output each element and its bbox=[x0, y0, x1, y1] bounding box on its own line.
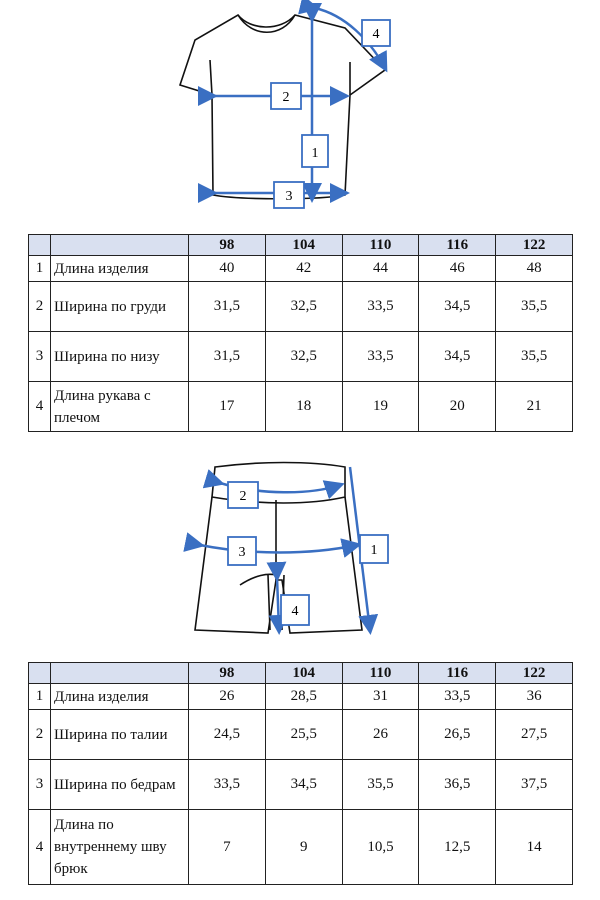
table-row bbox=[29, 382, 573, 432]
cell-value: 37,5 bbox=[496, 760, 573, 810]
size-header: 122 bbox=[496, 235, 573, 256]
cell-value: 26 bbox=[342, 710, 419, 760]
cell-value: 31 bbox=[342, 684, 419, 710]
cell-value: 33,5 bbox=[419, 684, 496, 710]
row-name: Ширина по низу bbox=[51, 332, 189, 382]
cell-value: 34,5 bbox=[419, 332, 496, 382]
size-header: 116 bbox=[419, 235, 496, 256]
row-index: 3 bbox=[29, 760, 51, 810]
cell-value: 35,5 bbox=[496, 282, 573, 332]
tshirt-diagram bbox=[0, 0, 600, 215]
cell-value: 10,5 bbox=[342, 810, 419, 885]
row-index: 3 bbox=[29, 332, 51, 382]
cell-value: 26,5 bbox=[419, 710, 496, 760]
svg-text:1: 1 bbox=[370, 543, 378, 558]
cell-value: 25,5 bbox=[265, 710, 342, 760]
row-index: 4 bbox=[29, 382, 51, 432]
cell-value: 28,5 bbox=[265, 684, 342, 710]
cell-value: 40 bbox=[189, 256, 266, 282]
cell-value: 44 bbox=[342, 256, 419, 282]
size-header: 104 bbox=[265, 235, 342, 256]
svg-text:4: 4 bbox=[372, 27, 380, 42]
marker-3 bbox=[274, 182, 304, 208]
cell-value: 14 bbox=[496, 810, 573, 885]
table-row bbox=[29, 684, 573, 710]
shorts-diagram bbox=[0, 455, 600, 645]
size-header: 98 bbox=[189, 663, 266, 684]
measure-line-3 bbox=[200, 545, 357, 553]
table-row bbox=[29, 282, 573, 332]
marker-1 bbox=[360, 535, 388, 563]
size-header: 98 bbox=[189, 235, 266, 256]
row-name: Ширина по груди bbox=[51, 282, 189, 332]
table-row bbox=[29, 256, 573, 282]
cell-value: 12,5 bbox=[419, 810, 496, 885]
cell-value: 33,5 bbox=[342, 282, 419, 332]
svg-text:2: 2 bbox=[282, 90, 290, 105]
size-header: 104 bbox=[265, 663, 342, 684]
marker-4 bbox=[362, 20, 390, 46]
cell-value: 34,5 bbox=[265, 760, 342, 810]
table-header-row bbox=[29, 235, 573, 256]
table-row bbox=[29, 810, 573, 885]
cell-value: 35,5 bbox=[496, 332, 573, 382]
cell-value: 20 bbox=[419, 382, 496, 432]
cell-value: 21 bbox=[496, 382, 573, 432]
marker-2 bbox=[228, 482, 258, 508]
cell-value: 32,5 bbox=[265, 332, 342, 382]
size-header: 116 bbox=[419, 663, 496, 684]
cell-value: 46 bbox=[419, 256, 496, 282]
cell-value: 34,5 bbox=[419, 282, 496, 332]
row-index: 2 bbox=[29, 710, 51, 760]
row-index: 2 bbox=[29, 282, 51, 332]
size-header: 110 bbox=[342, 663, 419, 684]
cell-value: 27,5 bbox=[496, 710, 573, 760]
cell-value: 31,5 bbox=[189, 332, 266, 382]
svg-text:2: 2 bbox=[239, 489, 247, 504]
cell-value: 24,5 bbox=[189, 710, 266, 760]
cell-value: 19 bbox=[342, 382, 419, 432]
row-index: 1 bbox=[29, 256, 51, 282]
row-name: Ширина по талии bbox=[51, 710, 189, 760]
size-header: 122 bbox=[496, 663, 573, 684]
row-name: Ширина по бедрам bbox=[51, 760, 189, 810]
row-index: 4 bbox=[29, 810, 51, 885]
cell-value: 32,5 bbox=[265, 282, 342, 332]
svg-text:1: 1 bbox=[311, 146, 319, 161]
table-header-row bbox=[29, 663, 573, 684]
cell-value: 36,5 bbox=[419, 760, 496, 810]
svg-text:3: 3 bbox=[285, 189, 293, 204]
cell-value: 33,5 bbox=[189, 760, 266, 810]
cell-value: 26 bbox=[189, 684, 266, 710]
marker-1 bbox=[302, 135, 328, 167]
cell-value: 48 bbox=[496, 256, 573, 282]
marker-3 bbox=[228, 537, 256, 565]
cell-value: 42 bbox=[265, 256, 342, 282]
table-row bbox=[29, 710, 573, 760]
row-name: Длина по внутреннему шву брюк bbox=[51, 810, 189, 885]
table-row bbox=[29, 760, 573, 810]
marker-2 bbox=[271, 83, 301, 109]
cell-value: 18 bbox=[265, 382, 342, 432]
shorts-size-table bbox=[28, 662, 573, 885]
svg-text:3: 3 bbox=[238, 545, 246, 560]
cell-value: 9 bbox=[265, 810, 342, 885]
table-row bbox=[29, 332, 573, 382]
cell-value: 31,5 bbox=[189, 282, 266, 332]
tshirt-size-table bbox=[28, 234, 573, 432]
row-index: 1 bbox=[29, 684, 51, 710]
svg-text:4: 4 bbox=[291, 604, 299, 619]
cell-value: 17 bbox=[189, 382, 266, 432]
marker-4 bbox=[281, 595, 309, 625]
cell-value: 35,5 bbox=[342, 760, 419, 810]
row-name: Длина изделия bbox=[51, 684, 189, 710]
row-name: Длина изделия bbox=[51, 256, 189, 282]
cell-value: 36 bbox=[496, 684, 573, 710]
size-header: 110 bbox=[342, 235, 419, 256]
row-name: Длина рукава с плечом bbox=[51, 382, 189, 432]
cell-value: 33,5 bbox=[342, 332, 419, 382]
cell-value: 7 bbox=[189, 810, 266, 885]
measure-line-4 bbox=[277, 577, 279, 630]
